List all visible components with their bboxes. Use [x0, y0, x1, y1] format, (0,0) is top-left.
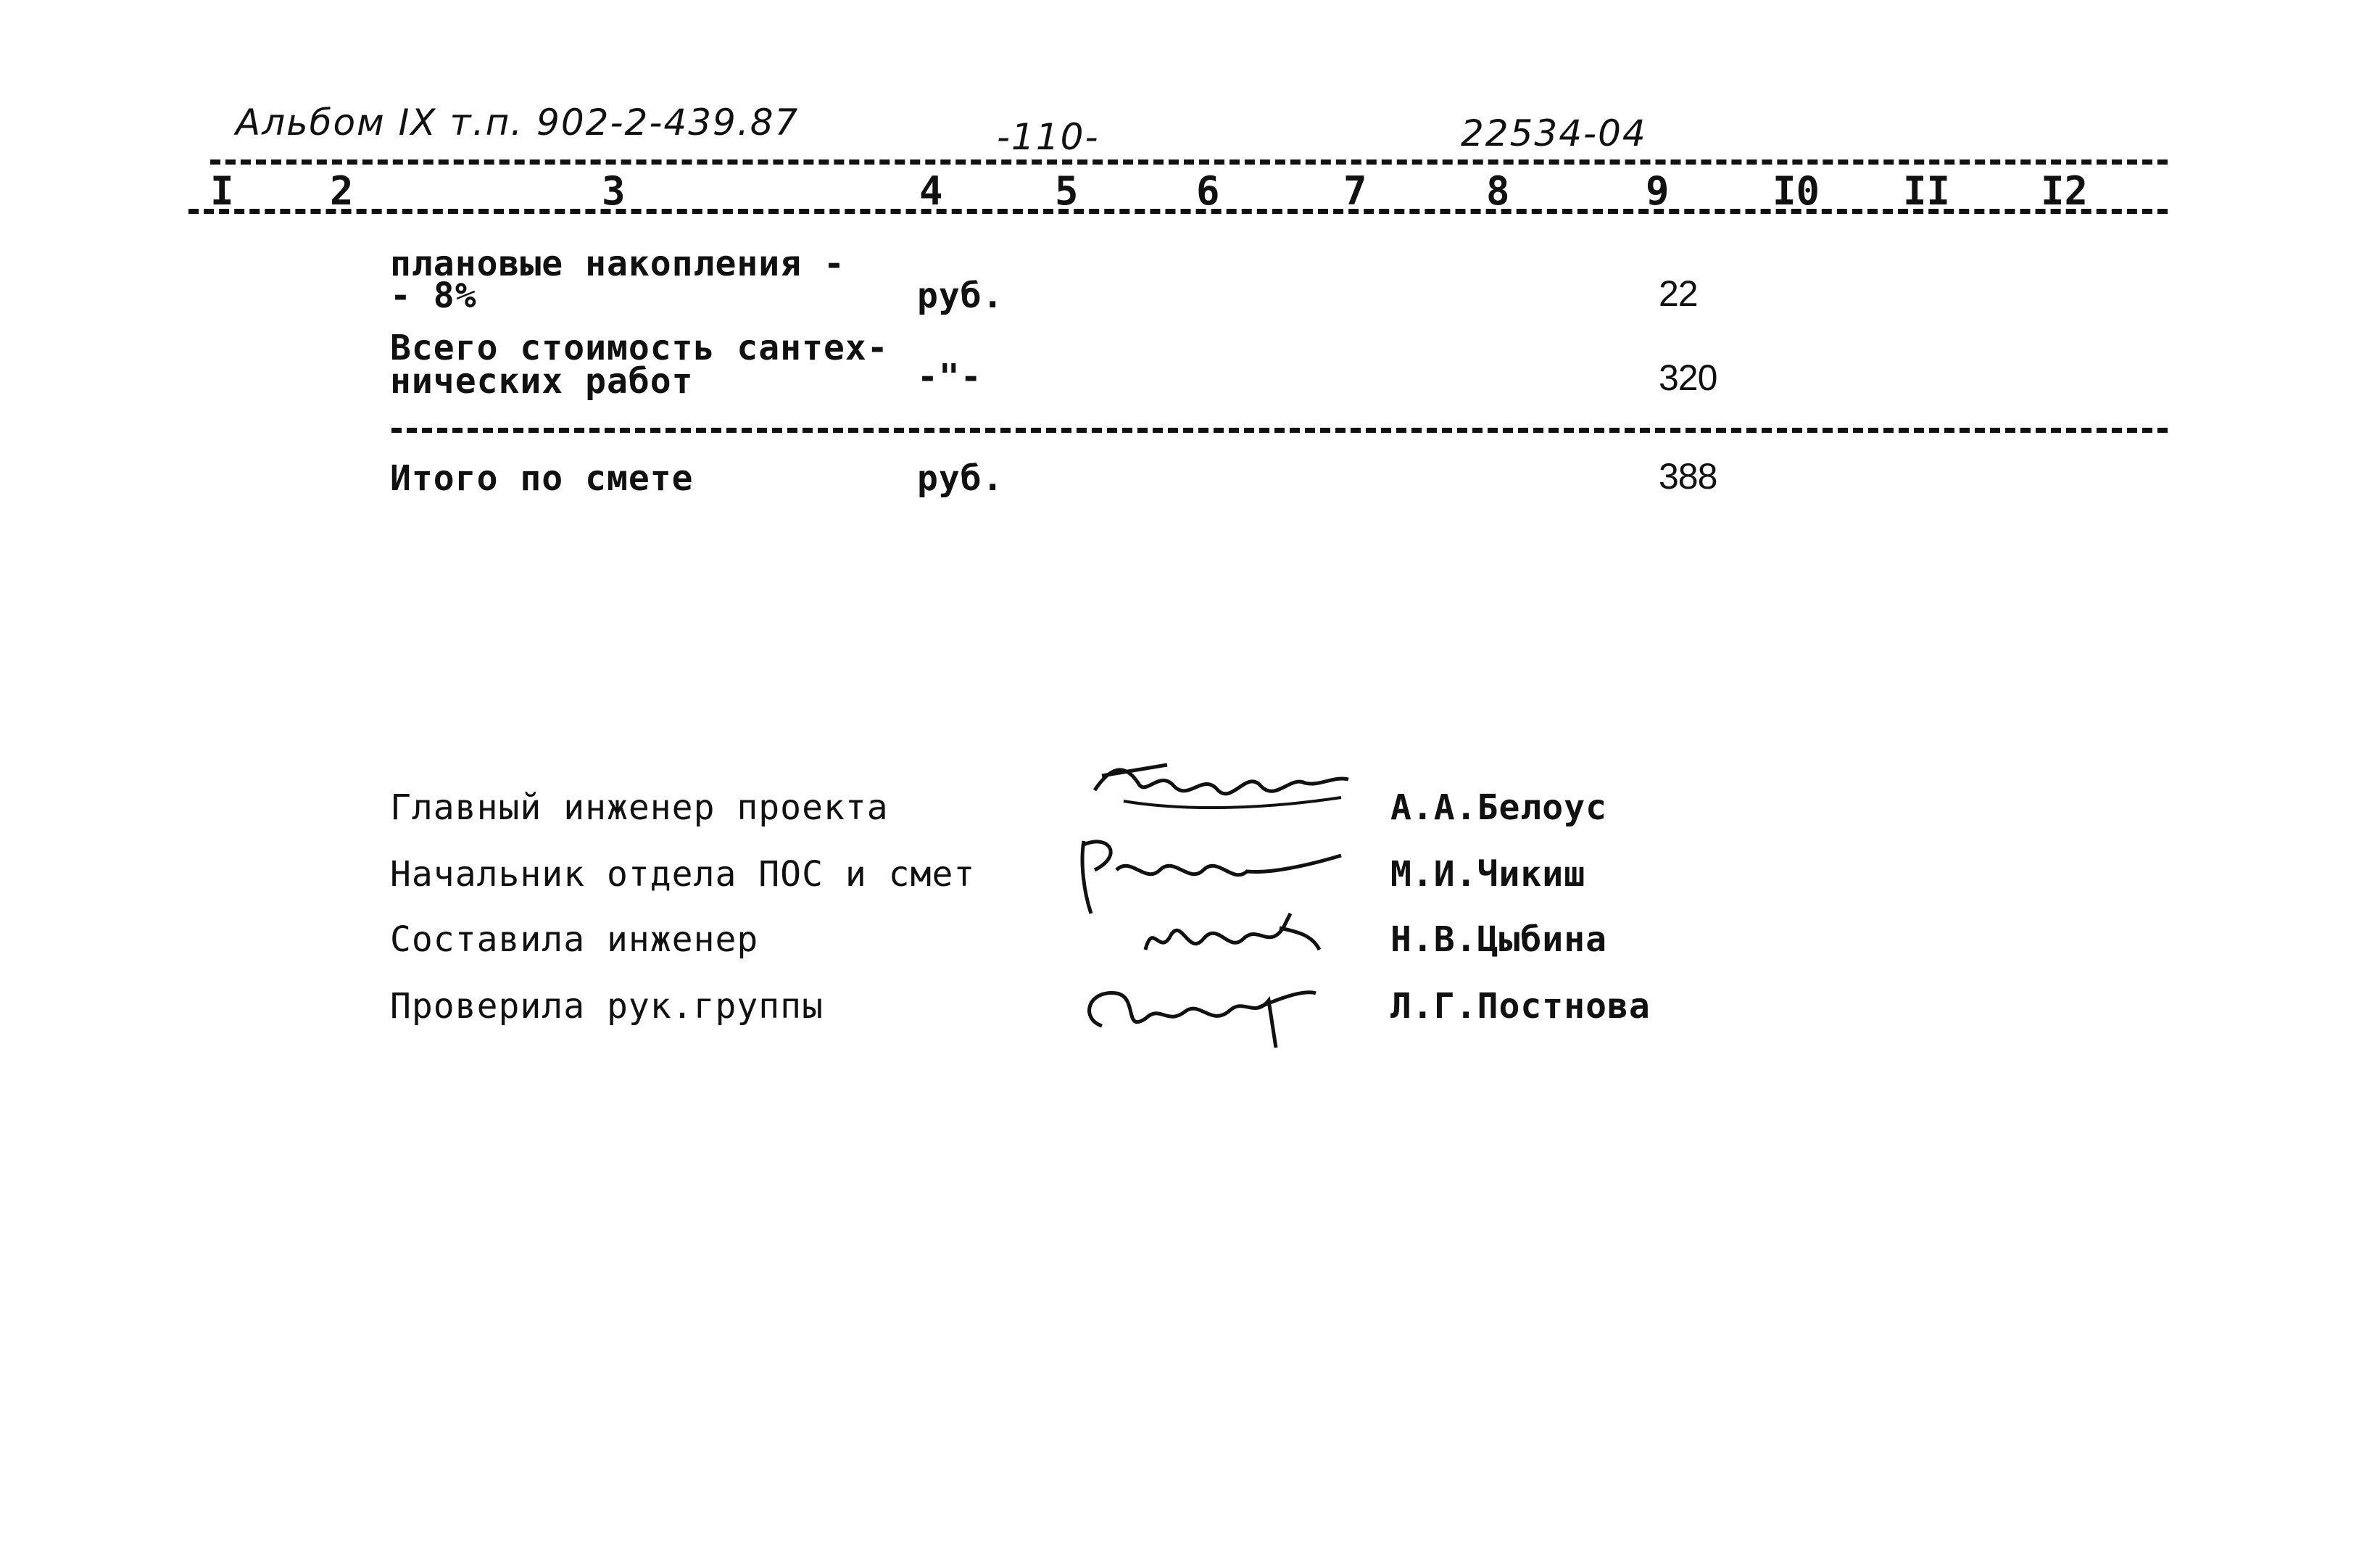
signature-1: [1080, 747, 1363, 826]
page-number: -110-: [997, 116, 1100, 158]
signatory-1-name: А.А.Белоус: [1390, 787, 1607, 828]
column-header-2: 2: [330, 168, 354, 214]
row-2-value: 320: [1659, 357, 1717, 398]
signature-4: [1073, 968, 1319, 1055]
row-2-description-line2: нических работ: [390, 361, 694, 402]
column-header-8: 8: [1486, 168, 1510, 214]
column-header-12: I2: [2041, 168, 2089, 214]
signatory-3-name: Н.В.Цыбина: [1390, 919, 1607, 960]
column-header-7: 7: [1343, 168, 1367, 214]
row-1-description-line2: - 8%: [390, 275, 477, 316]
column-header-1: I: [210, 168, 234, 214]
row-1-description-line1: плановые накопления -: [390, 244, 845, 284]
column-header-6: 6: [1196, 168, 1220, 214]
total-label: Итого по смете: [390, 458, 694, 499]
signature-3: [1138, 906, 1327, 971]
header-bottom-rule: [188, 209, 2168, 214]
total-separator-rule: [391, 428, 2168, 433]
column-header-10: I0: [1772, 168, 1820, 214]
column-header-9: 9: [1646, 168, 1670, 214]
column-header-3: 3: [602, 168, 626, 214]
column-header-11: II: [1903, 168, 1951, 214]
total-unit: руб.: [917, 458, 1004, 499]
signatory-4-role: Проверила рук.группы: [390, 986, 824, 1027]
document-code: 22534-04: [1461, 112, 1647, 154]
row-1-unit: руб.: [917, 275, 1004, 316]
row-2-description-line1: Всего стоимость сантех-: [390, 328, 889, 368]
row-1-value: 22: [1659, 273, 1698, 314]
header-top-rule: [210, 159, 2168, 165]
signatory-2-name: М.И.Чикиш: [1390, 854, 1586, 895]
signatory-1-role: Главный инженер проекта: [390, 787, 889, 828]
signatory-4-name: Л.Г.Постнова: [1390, 986, 1651, 1027]
column-header-5: 5: [1055, 168, 1079, 214]
album-reference: Альбом IX т.п. 902-2-439.87: [236, 101, 800, 144]
signatory-3-role: Составила инженер: [390, 919, 759, 960]
total-value: 388: [1659, 456, 1717, 497]
column-header-4: 4: [919, 168, 943, 214]
row-2-unit: -"-: [917, 357, 982, 397]
signatory-2-role: Начальник отдела ПОС и смет: [390, 854, 976, 895]
